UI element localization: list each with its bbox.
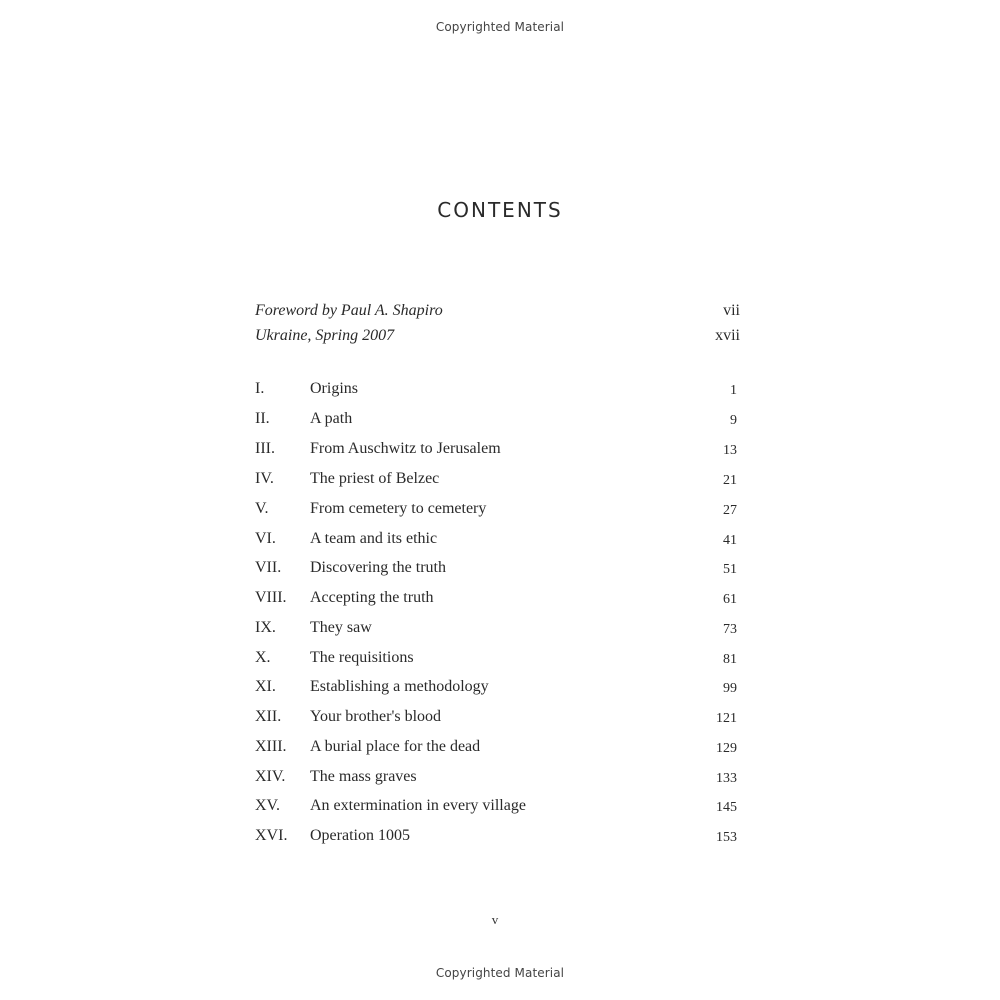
page-number: vii — [723, 302, 740, 319]
page-number: 41 — [723, 533, 737, 548]
chapter-numeral: XIV. — [255, 768, 286, 785]
chapter-entry — [255, 619, 740, 643]
chapter-numeral: XII. — [255, 708, 282, 725]
chapter-title: From cemetery to cemetery — [310, 500, 487, 517]
chapter-numeral: X. — [255, 649, 271, 666]
chapter-entry — [255, 440, 740, 464]
chapter-entry — [255, 827, 740, 851]
chapter-numeral: VI. — [255, 530, 276, 547]
page-number: 145 — [716, 800, 737, 815]
page-number: xvii — [715, 327, 740, 344]
copyright-notice-bottom: Copyrighted Material — [435, 966, 565, 980]
chapter-title: A team and its ethic — [310, 530, 438, 547]
chapter-numeral: V. — [255, 500, 269, 517]
chapter-numeral: III. — [255, 440, 275, 457]
chapter-numeral: I. — [255, 380, 265, 397]
chapter-title: The priest of Belzec — [310, 470, 440, 487]
page-number: 153 — [716, 830, 737, 845]
page-number: 13 — [723, 443, 737, 458]
page-number: 51 — [723, 562, 737, 577]
chapter-entry — [255, 678, 740, 702]
chapter-numeral: IX. — [255, 619, 276, 636]
page-number: 81 — [723, 652, 737, 667]
page-number: 27 — [723, 503, 737, 518]
front-matter-entry — [255, 327, 740, 351]
chapter-numeral: VIII. — [255, 589, 287, 606]
page-number: 21 — [723, 473, 737, 488]
page-number: 129 — [716, 741, 737, 756]
chapter-numeral: XI. — [255, 678, 276, 695]
chapter-numeral: XVI. — [255, 827, 288, 844]
chapter-title: Origins — [310, 380, 358, 397]
chapter-title: Your brother's blood — [310, 708, 442, 725]
page-number: 1 — [730, 383, 737, 398]
chapter-numeral: VII. — [255, 559, 282, 576]
chapter-title: A path — [310, 410, 353, 427]
front-matter-title: Ukraine, Spring 2007 — [255, 327, 395, 344]
chapter-entry — [255, 589, 740, 613]
chapter-entry — [255, 380, 740, 404]
page-number: 121 — [716, 711, 737, 726]
page-number: 61 — [723, 592, 737, 607]
chapter-title: They saw — [310, 619, 372, 636]
chapter-entry — [255, 410, 740, 434]
chapter-title: Establishing a methodology — [310, 678, 489, 695]
chapter-entry — [255, 530, 740, 554]
copyright-notice-top: Copyrighted Material — [435, 20, 565, 34]
chapter-numeral: XIII. — [255, 738, 287, 755]
chapter-title: An extermination in every village — [310, 797, 526, 814]
chapter-entry — [255, 708, 740, 732]
chapter-entry — [255, 500, 740, 524]
folio-page-number: v — [491, 912, 499, 927]
chapter-numeral: IV. — [255, 470, 274, 487]
chapter-title: From Auschwitz to Jerusalem — [310, 440, 501, 457]
chapter-title: Accepting the truth — [310, 589, 434, 606]
chapter-entry — [255, 797, 740, 821]
chapter-title: The mass graves — [310, 768, 417, 785]
chapter-title: The requisitions — [310, 649, 414, 666]
chapter-entry — [255, 768, 740, 792]
contents-heading: CONTENTS — [437, 198, 563, 222]
chapter-title: Discovering the truth — [310, 559, 446, 576]
page-number: 9 — [730, 413, 737, 428]
chapter-entry — [255, 738, 740, 762]
page-number: 99 — [723, 681, 737, 696]
chapter-title: A burial place for the dead — [310, 738, 481, 755]
chapter-numeral: II. — [255, 410, 270, 427]
chapter-entry — [255, 470, 740, 494]
front-matter-entry — [255, 302, 740, 326]
chapter-entry — [255, 559, 740, 583]
page-number: 133 — [716, 771, 737, 786]
chapter-title: Operation 1005 — [310, 827, 410, 844]
front-matter-title: Foreword by Paul A. Shapiro — [255, 302, 443, 319]
page-number: 73 — [723, 622, 737, 637]
chapter-numeral: XV. — [255, 797, 281, 814]
chapter-entry — [255, 649, 740, 673]
